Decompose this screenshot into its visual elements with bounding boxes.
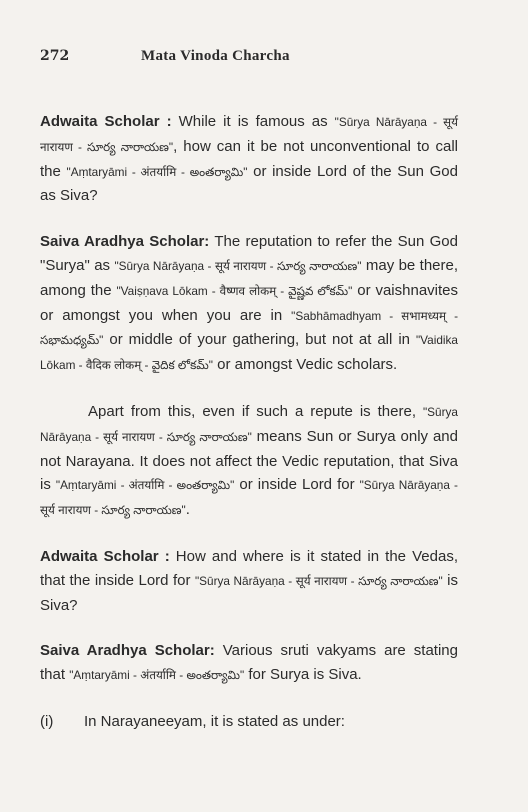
transliteration: "Sūrya Nārāyaṇa - सूर्य नारायण - సూర్య నారాయణ"	[114, 258, 362, 273]
transliteration: "Aṃtaryāmi - अंतर्यामि - అంతర్యామి"	[69, 668, 245, 683]
paragraph-text: or inside Lord for	[234, 476, 360, 494]
transliteration: "Sūrya Nārāyaṇa - सूर्य नारायण - సూర్య నారాయణ"	[194, 573, 443, 588]
list-marker: (i)	[40, 712, 54, 730]
transliteration: "Aṃtaryāmi - अंतर्यामि - అంతర్యామి"	[55, 478, 235, 493]
page-header	[40, 48, 488, 70]
paragraph-adwaita-question-2	[40, 545, 458, 617]
paragraph-text: is Siva?	[40, 571, 458, 614]
paragraph-continuation	[40, 400, 458, 523]
list-item-narayaneeyam	[40, 710, 458, 734]
transliteration: "Vaiṣṇava Lōkam - वैष्णव लोकम् - వైష్ణవ లోకమ్"	[116, 283, 353, 298]
paragraph-text: or inside Lord of the Sun God as Siva?	[40, 162, 458, 205]
paragraph-text: or middle of your gathering, but not at all in	[103, 331, 416, 349]
speaker-label: Saiva Aradhya Scholar:	[40, 642, 215, 660]
transliteration: "Sabhāmadhyam - सभामध्यम् - సభామధ్యమ్"	[40, 308, 458, 348]
transliteration: "Sūrya Nārāyaṇa - सूर्य नारायण - సూర్య నారాయణ"	[40, 478, 458, 518]
paragraph-text: for Surya is Siva.	[244, 666, 362, 684]
paragraph-text: Various sruti vakyams are stating that	[40, 642, 458, 684]
paragraph-text: or amongst Vedic scholars.	[212, 356, 398, 374]
paragraph-adwaita-question-1	[40, 110, 458, 208]
speaker-label: Adwaita Scholar :	[40, 547, 170, 565]
transliteration: "Aṃtaryāmi - अंतर्यामि - అంతర్యామి"	[66, 164, 248, 179]
paragraph-text: How and where is it stated in the Vedas, that the inside Lord for	[40, 547, 458, 589]
paragraph-text: means Sun or Surya only and not Narayana. It does not affect the Vedic reputation, that Siva is	[40, 427, 458, 494]
speaker-label: Adwaita Scholar :	[40, 113, 172, 130]
paragraph-text: Apart from this, even if such a repute is there,	[88, 402, 423, 420]
paragraph-text: , how can it be not unconventional to call the	[40, 137, 458, 180]
paragraph-text: The reputation to refer the Sun God "Surya" as	[40, 233, 458, 274]
paragraph-text: .	[185, 501, 190, 519]
paragraph-text: In Narayaneeyam, it is stated as under:	[84, 712, 345, 730]
page-number: 272	[40, 48, 70, 64]
speaker-label: Saiva Aradhya Scholar:	[40, 233, 210, 251]
paragraph-saiva-answer-1	[40, 230, 458, 378]
transliteration: "Vaidika Lōkam - वैदिक लोकम् - వైదిక లోకమ్"	[40, 333, 458, 373]
paragraph-text: may be there, among the	[40, 256, 459, 299]
paragraph-text: While it is famous as	[171, 113, 335, 130]
paragraph-text: or vaishnavites or amongst you when you are in	[40, 281, 459, 324]
running-title: Mata Vinoda Charcha	[141, 48, 290, 64]
page-body	[40, 110, 458, 734]
paragraph-saiva-answer-2	[40, 639, 458, 688]
transliteration: "Sūrya Nārāyaṇa - सूर्य नारायण - సూర్య నారాయణ"	[40, 115, 459, 154]
transliteration: "Sūrya Nārāyaṇa - सूर्य नारायण - సూర్య నారాయణ"	[40, 404, 458, 444]
